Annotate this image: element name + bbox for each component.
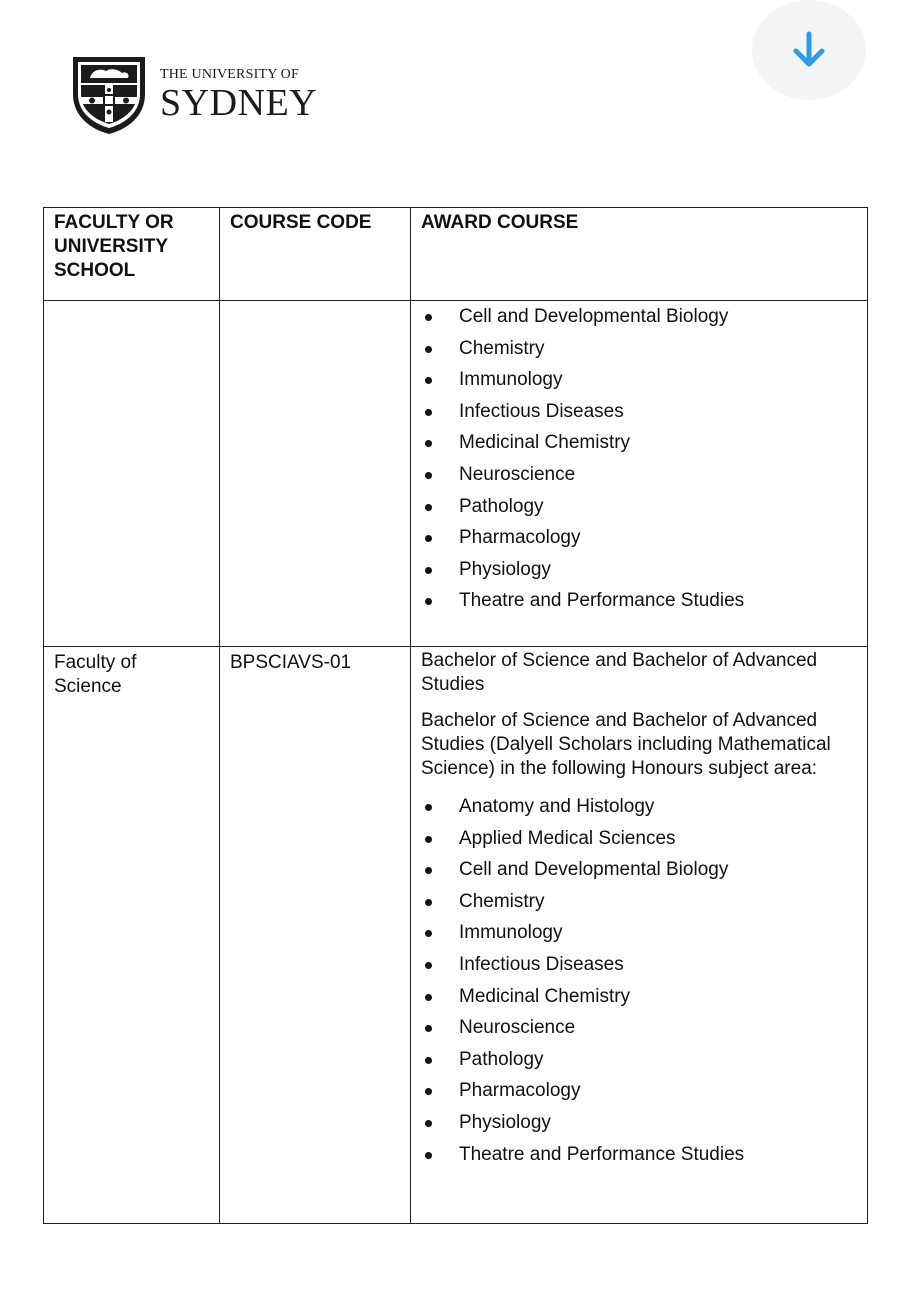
list-item: Pathology [421,1044,857,1076]
bullet-icon [425,1088,432,1095]
list-item: Infectious Diseases [421,396,857,428]
bullet-icon [425,930,432,937]
list-item: Cell and Developmental Biology [421,854,857,886]
award-course-description: Bachelor of Science and Bachelor of Advanced Studies (Dalyell Scholars including Mathematical Science) in the following Honours subject area: [421,710,831,779]
list-item: Cell and Developmental Biology [421,301,857,333]
logo-line-small: THE UNIVERSITY OF [160,67,299,82]
bullet-icon [425,994,432,1001]
bullet-icon [425,504,432,511]
award-course-cell [411,301,868,647]
table-row [44,301,868,647]
list-item: Pharmacology [421,1075,857,1107]
bullet-icon [425,440,432,447]
bullet-icon [425,377,432,384]
course-code-cell [220,301,411,647]
list-item: Anatomy and Histology [421,791,857,823]
bullet-icon [425,962,432,969]
bullet-icon [425,567,432,574]
faculty-cell [44,301,220,647]
bullet-icon [425,1120,432,1127]
bullet-icon [425,1025,432,1032]
subject-list [421,791,857,1170]
list-item: Physiology [421,1107,857,1139]
bullet-icon [425,314,432,321]
list-item: Immunology [421,364,857,396]
faculty-text [54,301,209,303]
award-course-cell [411,647,868,1224]
list-item: Infectious Diseases [421,949,857,981]
bullet-icon [425,346,432,353]
list-item: Medicinal Chemistry [421,981,857,1013]
header-course-code: COURSE CODE [220,208,411,301]
bullet-icon [425,1152,432,1159]
list-item: Medicinal Chemistry [421,427,857,459]
course-code-text: BPSCIAVS-01 [230,652,352,673]
header-award-course: AWARD COURSE [411,208,868,301]
list-item: Pathology [421,491,857,523]
list-item: Pharmacology [421,522,857,554]
list-item: Applied Medical Sciences [421,823,857,855]
logo-line-big: SYDNEY [160,82,318,124]
university-crest-icon [70,54,148,136]
arrow-down-icon [792,30,826,70]
list-item: Chemistry [421,886,857,918]
list-item: Physiology [421,554,857,586]
bullet-icon [425,409,432,416]
header-faculty: FACULTY OR UNIVERSITY SCHOOL [44,208,220,301]
course-code-cell [220,647,411,1224]
bullet-icon [425,836,432,843]
bullet-icon [425,472,432,479]
bullet-icon [425,598,432,605]
course-code-text [230,301,400,303]
list-item: Theatre and Performance Studies [421,585,857,617]
bullet-icon [425,804,432,811]
subject-list [421,301,857,617]
bullet-icon [425,1057,432,1064]
award-course-title: Bachelor of Science and Bachelor of Advanced Studies [421,650,818,695]
bullet-icon [425,535,432,542]
bullet-icon [425,899,432,906]
list-item: Neuroscience [421,1012,857,1044]
list-item: Chemistry [421,333,857,365]
course-table [43,207,868,1224]
download-button[interactable] [752,0,866,100]
table-header-row [44,208,868,301]
faculty-cell [44,647,220,1224]
list-item: Theatre and Performance Studies [421,1139,857,1171]
list-item: Immunology [421,917,857,949]
list-item: Neuroscience [421,459,857,491]
university-logo [70,54,317,136]
table-row [44,647,868,1224]
faculty-text: Faculty of Science [54,652,137,697]
bullet-icon [425,867,432,874]
